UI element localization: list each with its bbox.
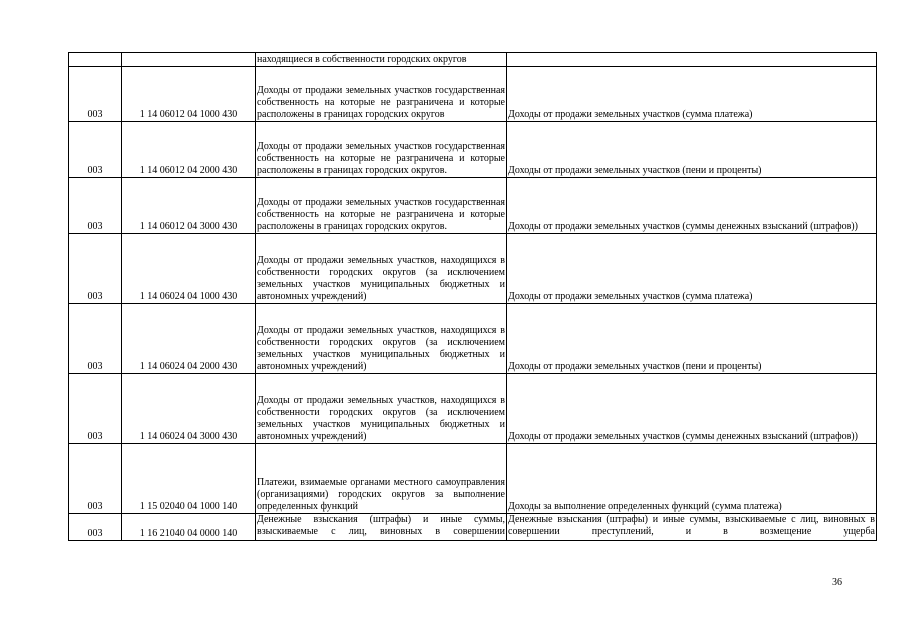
description-cell: Доходы за выполнение определенных функций (сумма платежа) xyxy=(507,444,877,514)
income-name-cell: Доходы от продажи земельных участков государственная собственность на которые не разграничена и которые расположены в границах городских округов xyxy=(256,67,507,122)
table-row xyxy=(69,178,877,234)
kbk-code-cell: 1 14 06024 04 1000 430 xyxy=(122,234,256,304)
kbk-code-cell: 1 14 06024 04 3000 430 xyxy=(122,374,256,444)
table-row xyxy=(69,67,877,122)
page-number: 36 xyxy=(832,577,842,588)
kbk-code-cell: 1 15 02040 04 1000 140 xyxy=(122,444,256,514)
table-row xyxy=(69,374,877,444)
table-row xyxy=(69,444,877,514)
kbk-code-cell: 1 14 06012 04 2000 430 xyxy=(122,122,256,178)
income-name-cell: Доходы от продажи земельных участков, находящихся в собственности городских округов (за исключением земельных участков муниципальных бюджетных и автономных учреждений) xyxy=(256,374,507,444)
kbk-code-cell: 1 16 21040 04 0000 140 xyxy=(122,514,256,541)
table-row xyxy=(69,234,877,304)
admin-code-cell: 003 xyxy=(69,374,122,444)
kbk-code-cell: 1 14 06024 04 2000 430 xyxy=(122,304,256,374)
description-cell xyxy=(507,53,877,67)
income-name-cell: находящиеся в собственности городских округов xyxy=(256,53,507,67)
description-cell: Доходы от продажи земельных участков (сумма платежа) xyxy=(507,234,877,304)
admin-code-cell: 003 xyxy=(69,178,122,234)
description-cell: Доходы от продажи земельных участков (пени и проценты) xyxy=(507,122,877,178)
income-name-cell: Доходы от продажи земельных участков государственная собственность на которые не разграничена и которые расположены в границах городских округов. xyxy=(256,122,507,178)
admin-code-cell: 003 xyxy=(69,514,122,541)
kbk-code-cell: 1 14 06012 04 1000 430 xyxy=(122,67,256,122)
admin-code-cell: 003 xyxy=(69,304,122,374)
income-name-cell: Доходы от продажи земельных участков, находящихся в собственности городских округов (за исключением земельных участков муниципальных бюджетных и автономных учреждений) xyxy=(256,234,507,304)
table-row xyxy=(69,514,877,541)
table-row xyxy=(69,53,877,67)
admin-code-cell: 003 xyxy=(69,234,122,304)
admin-code-cell xyxy=(69,53,122,67)
description-cell: Денежные взыскания (штрафы) и иные суммы, взыскиваемые с лиц, виновных в совершении преступлений, и в возмещение ущерба xyxy=(507,514,877,541)
admin-code-cell: 003 xyxy=(69,67,122,122)
description-cell: Доходы от продажи земельных участков (суммы денежных взысканий (штрафов)) xyxy=(507,374,877,444)
kbk-code-cell xyxy=(122,53,256,67)
income-name-cell: Денежные взыскания (штрафы) и иные суммы, взыскиваемые с лиц, виновных в совершении xyxy=(256,514,507,541)
description-cell: Доходы от продажи земельных участков (пени и проценты) xyxy=(507,304,877,374)
revenue-codes-table xyxy=(68,52,877,541)
admin-code-cell: 003 xyxy=(69,122,122,178)
description-cell: Доходы от продажи земельных участков (сумма платежа) xyxy=(507,67,877,122)
income-name-cell: Доходы от продажи земельных участков государственная собственность на которые не разграничена и которые расположены в границах городских округов. xyxy=(256,178,507,234)
income-name-cell: Платежи, взимаемые органами местного самоуправления (организациями) городских округов за выполнение определенных функций xyxy=(256,444,507,514)
income-name-cell: Доходы от продажи земельных участков, находящихся в собственности городских округов (за исключением земельных участков муниципальных бюджетных и автономных учреждений) xyxy=(256,304,507,374)
table-row xyxy=(69,304,877,374)
description-cell: Доходы от продажи земельных участков (суммы денежных взысканий (штрафов)) xyxy=(507,178,877,234)
admin-code-cell: 003 xyxy=(69,444,122,514)
kbk-code-cell: 1 14 06012 04 3000 430 xyxy=(122,178,256,234)
table-row xyxy=(69,122,877,178)
